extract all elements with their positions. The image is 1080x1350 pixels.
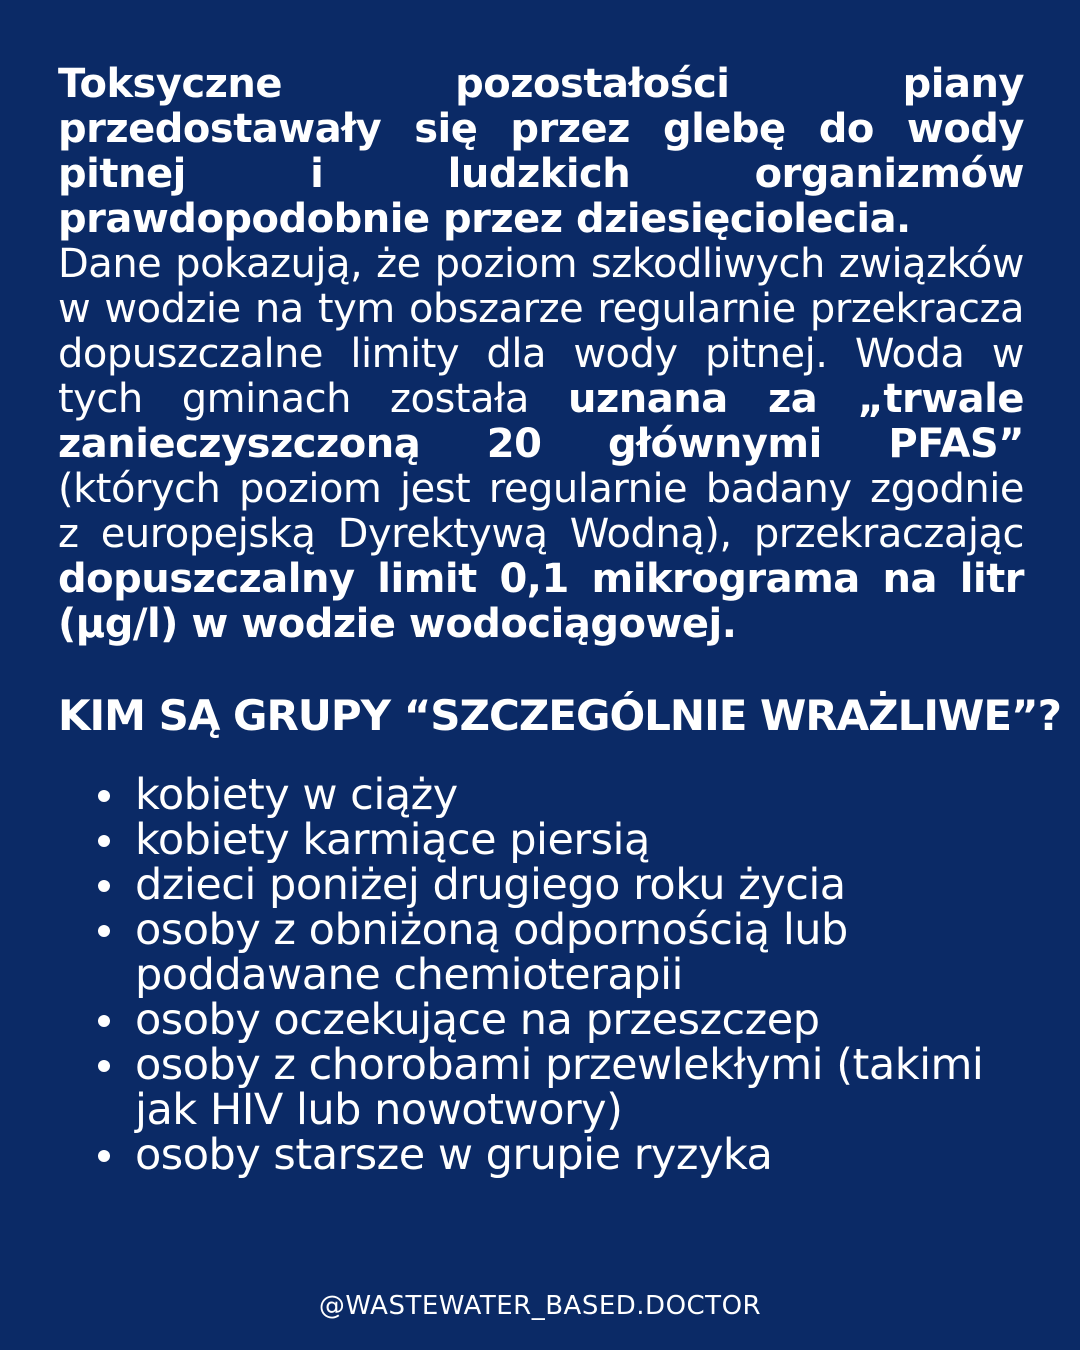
footer-handle: @WASTEWATER_BASED.DOCTOR [318, 1291, 762, 1321]
list-item-text: kobiety karmiące piersią [135, 815, 650, 865]
list-item [58, 860, 1024, 910]
content [58, 61, 1062, 1180]
bullet-icon [98, 1150, 110, 1162]
list-item [58, 1040, 1024, 1135]
list-item-text: dzieci poniżej drugiego roku życia [135, 860, 846, 910]
bullet-icon [98, 925, 110, 937]
vulnerable-groups-list [58, 770, 1024, 1180]
intro-paragraph [58, 62, 1024, 647]
list-item-text: kobiety w ciąży [135, 770, 458, 820]
list-item-text: osoby z obniżoną odpornością lub poddawane chemioterapii [135, 905, 848, 1000]
bullet-icon [98, 835, 110, 847]
intro-bold-lead: Toksyczne pozostałości piany przedostawały się przez glebę do wody pitnej i ludzkich organizmów prawdopodobnie przez dziesięciolecia. [58, 61, 1024, 242]
list-item [58, 905, 1024, 1000]
intro-bold-pfas: uznana za „trwale zanieczyszczoną 20 głównymi PFAS” [58, 376, 1025, 467]
list-item [58, 770, 1024, 820]
list-item [58, 815, 1024, 865]
list-item-text: osoby starsze w grupie ryzyka [135, 1130, 773, 1180]
bullet-icon [98, 880, 110, 892]
bullet-icon [98, 1060, 110, 1072]
list-item-text: osoby z chorobami przewlekłymi (takimi jak HIV lub nowotwory) [135, 1040, 984, 1135]
section-heading: KIM SĄ GRUPY “SZCZEGÓLNIE WRAŻLIWE”? [58, 691, 1062, 740]
intro-directive-text: (których poziom jest regularnie badany zgodnie z europejską Dyrektywą Wodną), przekraczając [58, 466, 1024, 557]
list-item [58, 1130, 1024, 1180]
intro-data-text: Dane pokazują, że poziom szkodliwych związków w wodzie na tym obszarze regularnie przekracza dopuszczalne limity dla wody pitnej. Woda w tych gminach została [58, 241, 1024, 422]
intro-bold-limit: dopuszczalny limit 0,1 mikrograma na litr (µg/l) w wodzie wodociągowej. [58, 556, 1024, 647]
list-item [58, 995, 1024, 1045]
bullet-icon [98, 790, 110, 802]
list-item-text: osoby oczekujące na przeszczep [135, 995, 820, 1045]
bullet-icon [98, 1015, 110, 1027]
